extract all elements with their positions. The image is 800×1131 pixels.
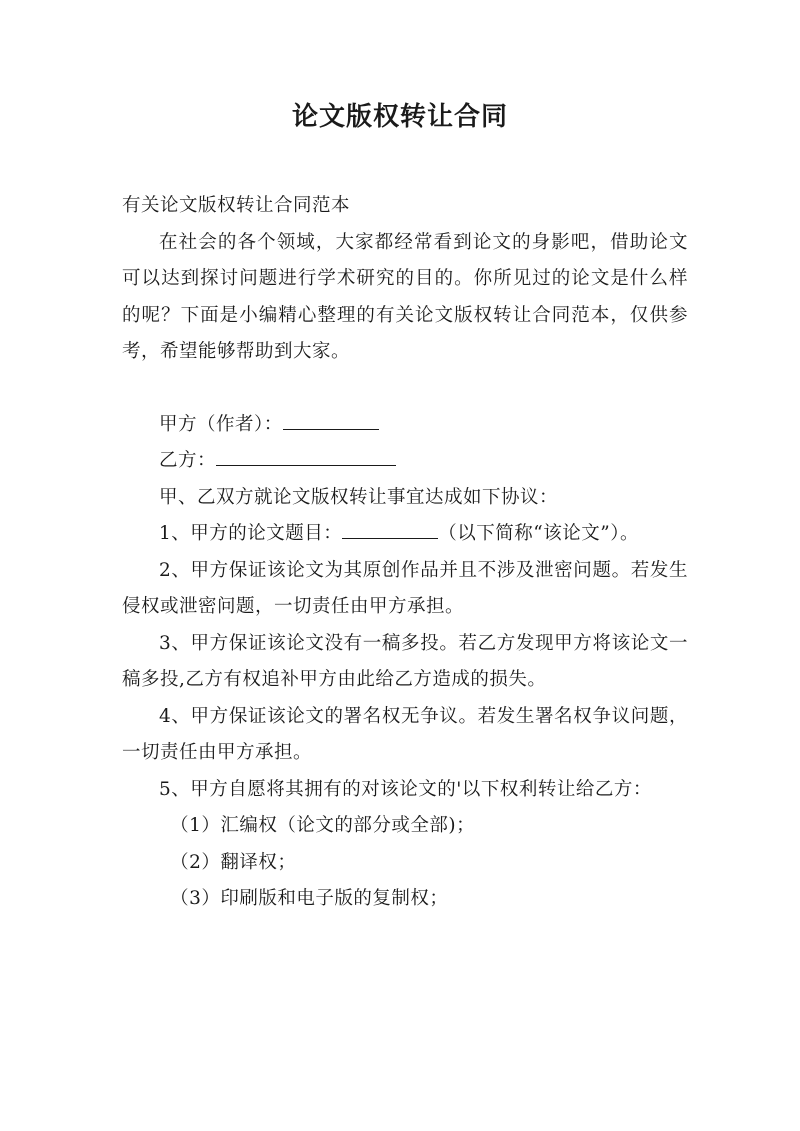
paragraph-gap [122, 371, 688, 407]
clause-2: 2、甲方保证该论文为其原创作品并且不涉及泄密问题。若发生侵权或泄密问题，一切责任由甲方承担。 [122, 559, 688, 617]
agreement-intro: 甲、乙双方就论文版权转让事宜达成如下协议： [159, 486, 559, 508]
right-item-2: （2）翻译权； [170, 851, 297, 873]
party-b-blank[interactable] [216, 447, 396, 466]
clause-1-suffix: （以下简称“该论文”）。 [438, 523, 639, 544]
party-a-blank[interactable] [283, 411, 379, 430]
party-a-line [122, 407, 688, 444]
subtitle: 有关论文版权转让合同范本 [122, 195, 351, 216]
party-a-label: 甲方（作者）： [159, 413, 283, 435]
clause-4: 4、甲方保证该论文的署名权无争议。若发生署名权争议问题，一切责任由甲方承担。 [122, 705, 688, 763]
right-item-3: （3）印刷版和电子版的复制权； [170, 888, 449, 909]
clause-5: 5、甲方自愿将其拥有的对该论文的'以下权利转让给乙方： [159, 778, 652, 800]
clause-3: 3、甲方保证该论文没有一稿多投。若乙方发现甲方将该论文一稿多投,乙方有权追补甲方由此给乙方造成的损失。 [122, 632, 688, 690]
intro-paragraph: 在社会的各个领域，大家都经常看到论文的身影吧，借助论文可以达到探讨问题进行学术研究的目的。你所见过的论文是什么样的呢？下面是小编精心整理的有关论文版权转让合同范本，仅供参考，希望能够帮助到大家。 [122, 231, 688, 362]
clause-1-prefix: 1、甲方的论文题目： [159, 523, 343, 544]
party-b-label: 乙方： [159, 450, 217, 471]
document-body [122, 188, 688, 918]
document-title: 论文版权转让合同 [291, 102, 508, 132]
party-b-line [122, 443, 688, 480]
paper-title-blank[interactable] [342, 520, 438, 539]
right-item-1: （1）汇编权（论文的部分或全部)； [170, 815, 476, 836]
clause-1 [122, 516, 688, 553]
